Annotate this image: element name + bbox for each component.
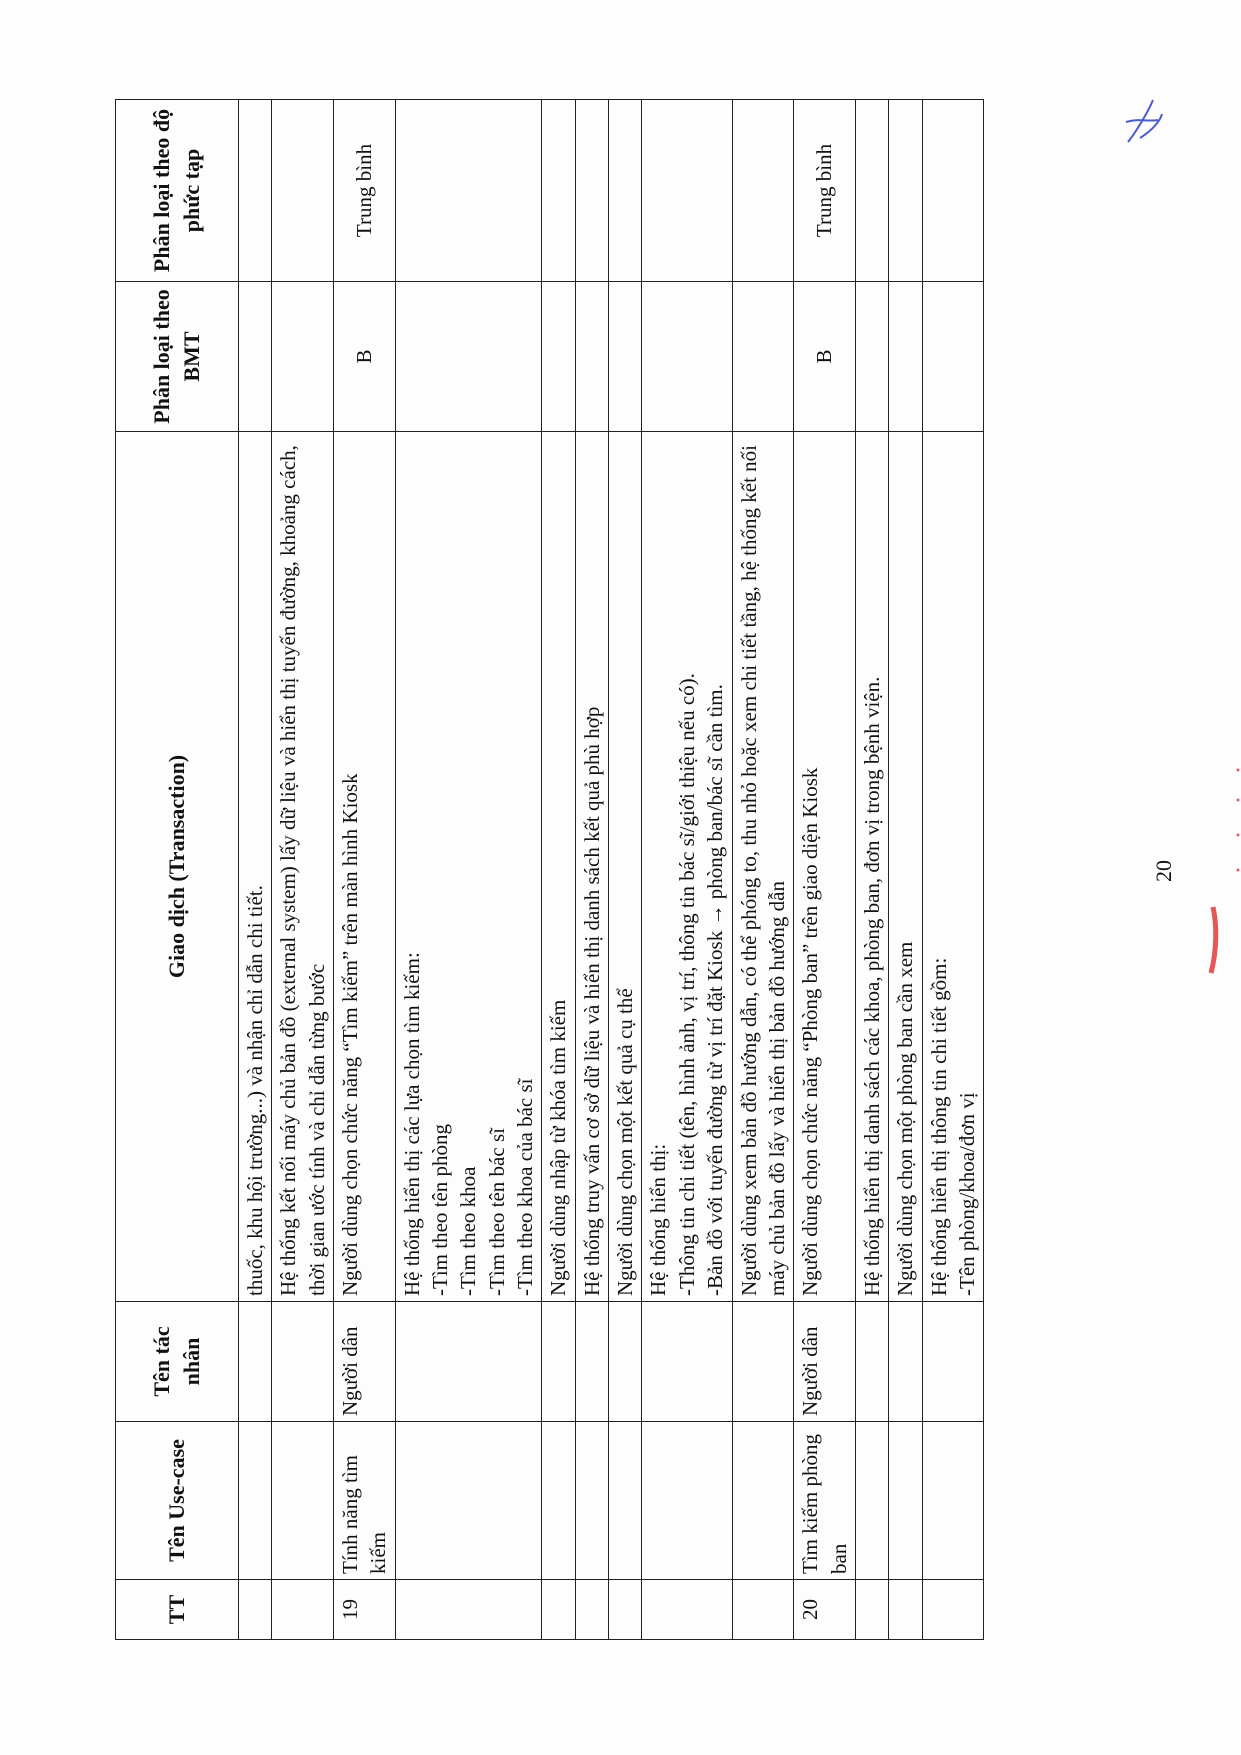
cell-tt <box>575 1580 608 1640</box>
cell-complexity <box>239 100 272 282</box>
transaction-line: -Bản đồ với tuyến đường từ vị trí đặt Kiosk → phòng ban/bác sĩ cần tìm. <box>703 684 728 1296</box>
header-tt: TT <box>116 1580 239 1640</box>
cell-actor <box>889 1302 922 1422</box>
cell-complexity <box>395 100 542 282</box>
cell-tt <box>922 1580 984 1640</box>
table-row <box>889 100 922 1640</box>
cell-usecase <box>922 1422 984 1580</box>
table-body <box>239 100 984 1640</box>
table-row <box>794 100 856 1640</box>
cell-usecase: Tìm kiếm phòng ban <box>794 1422 856 1580</box>
transaction-line: -Tìm theo tên phòng <box>428 1123 453 1296</box>
table-row <box>609 100 642 1640</box>
cell-bmt <box>642 282 732 432</box>
header-row <box>116 100 239 1640</box>
cell-usecase <box>609 1422 642 1580</box>
transaction-line: Người dùng chọn chức năng “Phòng ban” trên giao diện Kiosk <box>798 767 823 1296</box>
cell-usecase <box>855 1422 888 1580</box>
cell-complexity: Trung bình <box>334 100 396 282</box>
table-row <box>855 100 888 1640</box>
cell-tt <box>642 1580 732 1640</box>
table-row <box>239 100 272 1640</box>
signature-mark <box>1118 92 1168 152</box>
cell-bmt <box>272 282 334 432</box>
cell-tt: 20 <box>794 1580 856 1640</box>
cell-tt <box>889 1580 922 1640</box>
page-number: 20 <box>1151 860 1176 882</box>
cell-transaction <box>575 432 608 1302</box>
transaction-line: -Thông tin chi tiết (tên, hình ảnh, vị trí, thông tin bác sĩ/giới thiệu nếu có). <box>674 673 699 1296</box>
transaction-line: Hệ thống truy vấn cơ sở dữ liệu và hiển thị danh sách kết quả phù hợp <box>579 706 604 1296</box>
cell-bmt <box>542 282 575 432</box>
cell-complexity <box>732 100 794 282</box>
table-row <box>272 100 334 1640</box>
cell-complexity <box>272 100 334 282</box>
cell-usecase <box>542 1422 575 1580</box>
cell-usecase <box>889 1422 922 1580</box>
cell-actor <box>575 1302 608 1422</box>
transaction-line: -Tìm theo khoa <box>456 1166 481 1296</box>
cell-transaction <box>334 432 396 1302</box>
cell-actor <box>395 1302 542 1422</box>
cell-actor <box>542 1302 575 1422</box>
cell-complexity <box>642 100 732 282</box>
cell-transaction <box>239 432 272 1302</box>
cell-transaction <box>794 432 856 1302</box>
cell-actor <box>732 1302 794 1422</box>
cell-actor <box>922 1302 984 1422</box>
table-row <box>395 100 542 1640</box>
transaction-line: Người dùng chọn chức năng “Tìm kiếm” trên màn hình Kiosk <box>338 773 363 1296</box>
cell-actor <box>272 1302 334 1422</box>
transaction-line: Người dùng chọn một phòng ban cần xem <box>893 941 918 1296</box>
cell-actor <box>239 1302 272 1422</box>
cell-usecase: Tính năng tìm kiếm <box>334 1422 396 1580</box>
cell-complexity <box>542 100 575 282</box>
cell-transaction <box>272 432 334 1302</box>
edge-stamp-trace <box>1236 760 1240 880</box>
cell-transaction <box>395 432 542 1302</box>
cell-bmt <box>922 282 984 432</box>
cell-bmt <box>855 282 888 432</box>
transaction-line: Hệ thống hiển thị danh sách các khoa, phòng ban, đơn vị trong bệnh viện. <box>859 676 884 1296</box>
cell-bmt <box>239 282 272 432</box>
transaction-line: Người dùng chọn một kết quả cụ thể <box>613 988 638 1296</box>
cell-bmt <box>732 282 794 432</box>
cell-tt <box>732 1580 794 1640</box>
cell-usecase <box>732 1422 794 1580</box>
cell-actor: Người dân <box>334 1302 396 1422</box>
table-row <box>922 100 984 1640</box>
cell-bmt <box>609 282 642 432</box>
usecase-table <box>115 99 984 1640</box>
transaction-line: Người dùng xem bản đồ hướng dẫn, có thể phóng to, thu nhỏ hoặc xem chi tiết tầng, hệ thống kết nối máy chủ bản đồ lấy và hiển thị bản đồ hướng dẫn <box>736 445 789 1296</box>
cell-complexity <box>609 100 642 282</box>
table-row <box>542 100 575 1640</box>
header-transaction: Giao dịch (Transaction) <box>116 432 239 1302</box>
cell-usecase <box>575 1422 608 1580</box>
cell-bmt <box>889 282 922 432</box>
header-complexity: Phân loại theo độ phức tạp <box>116 100 239 282</box>
cell-bmt <box>395 282 542 432</box>
cell-tt <box>395 1580 542 1640</box>
cell-actor <box>642 1302 732 1422</box>
cell-transaction <box>642 432 732 1302</box>
cell-transaction <box>609 432 642 1302</box>
cell-tt <box>855 1580 888 1640</box>
cell-transaction <box>922 432 984 1302</box>
cell-tt <box>272 1580 334 1640</box>
cell-tt: 19 <box>334 1580 396 1640</box>
transaction-line: -Tìm theo tên bác sĩ <box>484 1128 509 1296</box>
transaction-line: Hệ thống kết nối máy chủ bản đồ (external system) lấy dữ liệu và hiển thị tuyến đường, khoảng cách, thời gian ước tính và chỉ dẫn từng bước <box>276 445 329 1296</box>
transaction-line: Hệ thống hiển thị thông tin chi tiết gồm: <box>926 957 951 1296</box>
transaction-line: Người dùng nhập từ khóa tìm kiếm <box>546 999 571 1296</box>
cell-usecase <box>395 1422 542 1580</box>
header-bmt: Phân loại theo BMT <box>116 282 239 432</box>
cell-complexity <box>855 100 888 282</box>
cell-actor: Người dân <box>794 1302 856 1422</box>
cell-tt <box>542 1580 575 1640</box>
cell-tt <box>609 1580 642 1640</box>
transaction-line: Hệ thống hiển thị: <box>646 1143 671 1296</box>
cell-actor <box>855 1302 888 1422</box>
cell-complexity: Trung bình <box>794 100 856 282</box>
table-row <box>732 100 794 1640</box>
table-row <box>642 100 732 1640</box>
cell-actor <box>609 1302 642 1422</box>
table-row <box>575 100 608 1640</box>
transaction-line: -Tìm theo khoa của bác sĩ <box>513 1078 538 1296</box>
cell-transaction <box>855 432 888 1302</box>
cell-usecase <box>272 1422 334 1580</box>
cell-usecase <box>239 1422 272 1580</box>
header-usecase: Tên Use-case <box>116 1422 239 1580</box>
cell-bmt <box>575 282 608 432</box>
cell-transaction <box>732 432 794 1302</box>
cell-transaction <box>889 432 922 1302</box>
transaction-line: thuốc, khu hội trường...) và nhận chỉ dẫn chi tiết. <box>243 885 267 1296</box>
cell-bmt: B <box>794 282 856 432</box>
header-actor: Tên tác nhân <box>116 1302 239 1422</box>
rotated-table-container <box>115 100 1125 1640</box>
cell-bmt: B <box>334 282 396 432</box>
cell-tt <box>239 1580 272 1640</box>
cell-transaction <box>542 432 575 1302</box>
cell-complexity <box>922 100 984 282</box>
cell-usecase <box>642 1422 732 1580</box>
transaction-line: -Tên phòng/khoa/đơn vị <box>954 1092 979 1296</box>
transaction-line: Hệ thống hiển thị các lựa chọn tìm kiếm: <box>399 952 424 1296</box>
cell-complexity <box>575 100 608 282</box>
cell-complexity <box>889 100 922 282</box>
red-stamp-mark <box>1205 905 1219 975</box>
table-row <box>334 100 396 1640</box>
